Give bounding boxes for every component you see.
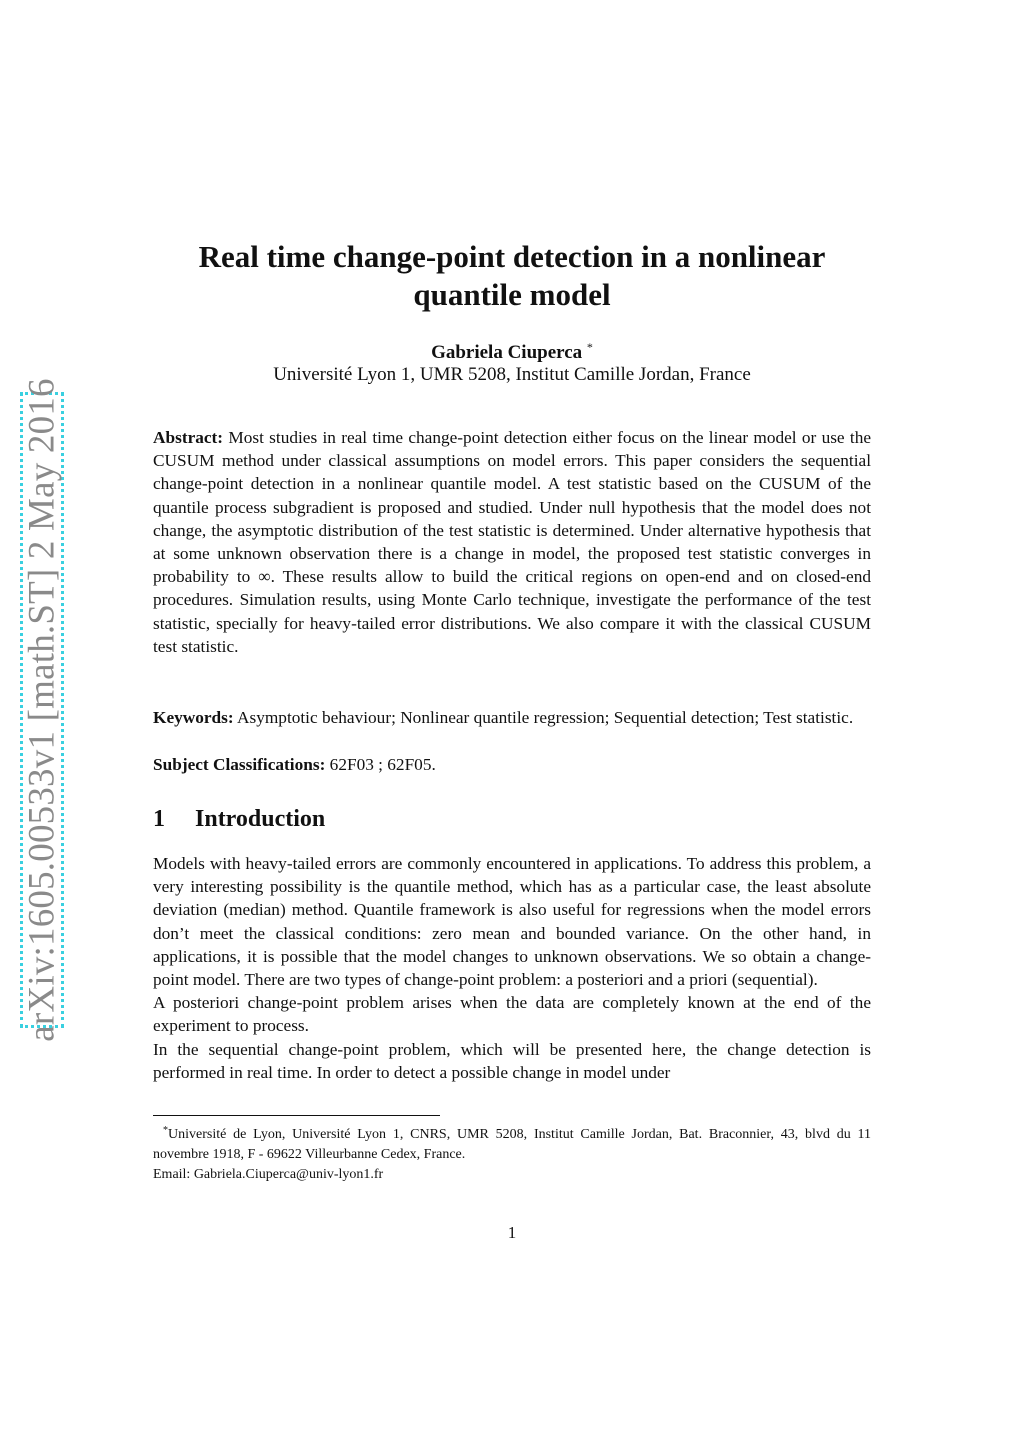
affiliation: Université Lyon 1, UMR 5208, Institut Camille Jordan, France bbox=[273, 364, 751, 385]
keywords-label: Keywords: bbox=[153, 708, 234, 727]
subject-text: 62F03 ; 62F05. bbox=[329, 755, 436, 774]
abstract-label: Abstract: bbox=[153, 428, 224, 447]
author-line bbox=[0, 340, 1024, 364]
abstract-text: Most studies in real time change-point detection either focus on the linear model or use the CUSUM method under classical assumptions on model errors. This paper considers the sequential change-point detection in a nonlinear quantile model. A test statistic based on the CUSUM of the quantile process subgradient is proposed and studied. Under null hypothesis that the model does not change, the asymptotic distribution of the test statistic is determined. Under alternative hypothesis that at some unknown observation there is a change in model, the proposed test statistic converges in probability to ∞. These results allow to build the critical regions on open-end and on closed-end procedures. Simulation results, using Monte Carlo technique, investigate the performance of the test statistic, specially for heavy-tailed error distributions. We also compare it with the classical CUSUM test statistic. bbox=[153, 428, 872, 656]
paper-title bbox=[0, 238, 1024, 314]
footnote-email: Email: Gabriela.Ciuperca@univ-lyon1.fr bbox=[153, 1167, 384, 1182]
keywords bbox=[153, 706, 871, 729]
page-number: 1 bbox=[507, 1223, 517, 1242]
arxiv-stamp: arXiv:1605.00533v1 [math.ST] 2 May 2016 bbox=[21, 378, 63, 1042]
intro-paragraph-2: A posteriori change-point problem arises when the data are completely known at the end of the experiment to process. bbox=[153, 993, 871, 1036]
title-line-2: quantile model bbox=[413, 277, 611, 312]
intro-paragraph-1: Models with heavy-tailed errors are commonly encountered in applications. To address this problem, a very interesting possibility is the quantile method, which has as a particular case, the least absolute deviation (median) method. Quantile framework is also useful for regressions when the model errors don’t meet the classical conditions: zero mean and bounded variance. On the other hand, in applications, it is possible that the model changes to unknown observations. We so obtain a change-point model. There are two types of change-point problem: a posteriori and a priori (sequential). bbox=[153, 854, 871, 990]
footnote-rule bbox=[153, 1115, 440, 1116]
section-title: Introduction bbox=[195, 806, 326, 832]
abstract bbox=[153, 426, 871, 658]
section-heading bbox=[153, 806, 325, 833]
author-footnote-mark: * bbox=[586, 340, 593, 354]
title-line-1: Real time change-point detection in a nonlinear bbox=[198, 239, 826, 274]
footnote bbox=[153, 1121, 871, 1185]
footnote-text: Université de Lyon, Université Lyon 1, CNRS, UMR 5208, Institut Camille Jordan, Bat. Braconnier, 43, blvd du 11 novembre 1918, F - 69622 Villeurbanne Cedex, France. bbox=[153, 1127, 871, 1162]
introduction-body bbox=[153, 852, 871, 1084]
subject-label: Subject Classifications: bbox=[153, 755, 326, 774]
intro-paragraph-3: In the sequential change-point problem, which will be presented here, the change detection is performed in real time. In order to detect a possible change in model under bbox=[153, 1039, 871, 1082]
author-name: Gabriela Ciuperca bbox=[431, 342, 583, 363]
keywords-text: Asymptotic behaviour; Nonlinear quantile regression; Sequential detection; Test statistic. bbox=[237, 708, 854, 727]
footnote-mark: * bbox=[163, 1125, 168, 1136]
subject-classifications bbox=[153, 753, 871, 776]
section-number: 1 bbox=[153, 806, 165, 832]
